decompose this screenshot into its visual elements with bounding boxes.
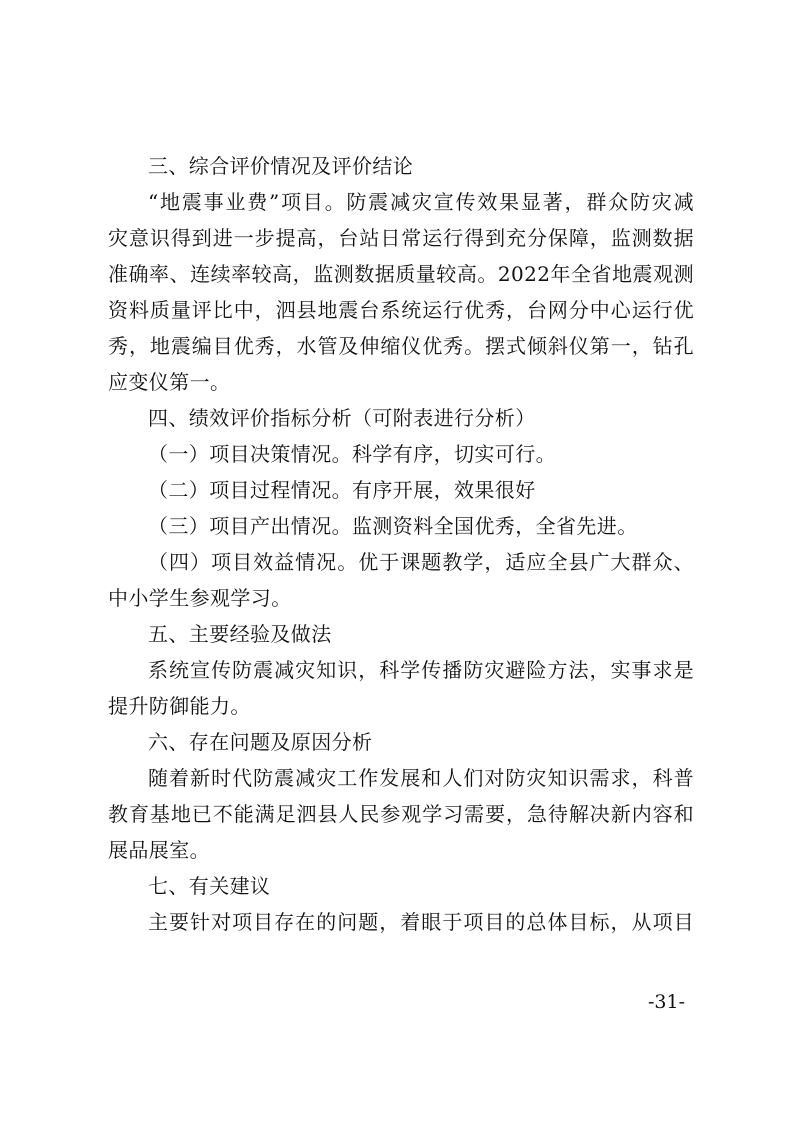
- section-heading-note: （可附表进行分析）: [352, 406, 536, 430]
- paragraph-line: 教育基地已不能满足泗县人民参观学习需要，急待解决新内容和: [108, 802, 694, 826]
- section-heading: [108, 868, 694, 904]
- section-heading: [108, 400, 694, 436]
- page-number: -31-: [648, 991, 686, 1013]
- paragraph-line: 主要针对项目存在的问题，着眼于项目的总体目标，从项目: [148, 910, 694, 934]
- section-heading: [108, 148, 694, 184]
- section-heading-text: 四、绩效评价指标分析: [148, 406, 352, 430]
- paragraph-line: 中小学生参观学习。: [108, 586, 292, 610]
- paragraph-line: （二）项目过程情况。有序开展，效果很好: [148, 478, 536, 502]
- section-heading: [108, 616, 694, 652]
- paragraph-line: （一）项目决策情况。科学有序，切实可行。: [148, 442, 556, 466]
- paragraph-line: 灾意识得到进一步提高，台站日常运行得到充分保障，监测数据: [108, 226, 694, 250]
- paragraph-line: 准确率、连续率较高，监测数据质量较高。2022年全省地震观测: [108, 262, 694, 286]
- paragraph-line: 系统宣传防震减灾知识，科学传播防灾避险方法，实事求是: [148, 658, 694, 682]
- paragraph-line: 随着新时代防震减灾工作发展和人们对防灾知识需求，科普: [148, 766, 694, 790]
- paragraph-line: 展品展室。: [108, 838, 210, 862]
- paragraph-line: （三）项目产出情况。监测资料全国优秀，全省先进。: [148, 514, 638, 538]
- section-heading-text: 六、存在问题及原因分析: [148, 730, 373, 754]
- paragraph-line: （四）项目效益情况。优于课题教学，适应全县广大群众、: [148, 550, 694, 574]
- document-body: [108, 148, 694, 940]
- paragraph-line: “地震事业费”项目。防震减灾宣传效果显著，群众防灾减: [148, 190, 694, 214]
- section-heading: [108, 724, 694, 760]
- section-heading-text: 七、有关建议: [148, 874, 271, 898]
- section-heading-text: 五、主要经验及做法: [148, 622, 332, 646]
- paragraph-line: 秀，地震编目优秀，水管及伸缩仪优秀。摆式倾斜仪第一，钻孔: [108, 334, 694, 358]
- paragraph-line: 应变仪第一。: [108, 370, 231, 394]
- section-heading-text: 三、综合评价情况及评价结论: [148, 154, 414, 178]
- paragraph-line: 提升防御能力。: [108, 694, 251, 718]
- paragraph-line: 资料质量评比中，泗县地震台系统运行优秀，台网分中心运行优: [108, 298, 694, 322]
